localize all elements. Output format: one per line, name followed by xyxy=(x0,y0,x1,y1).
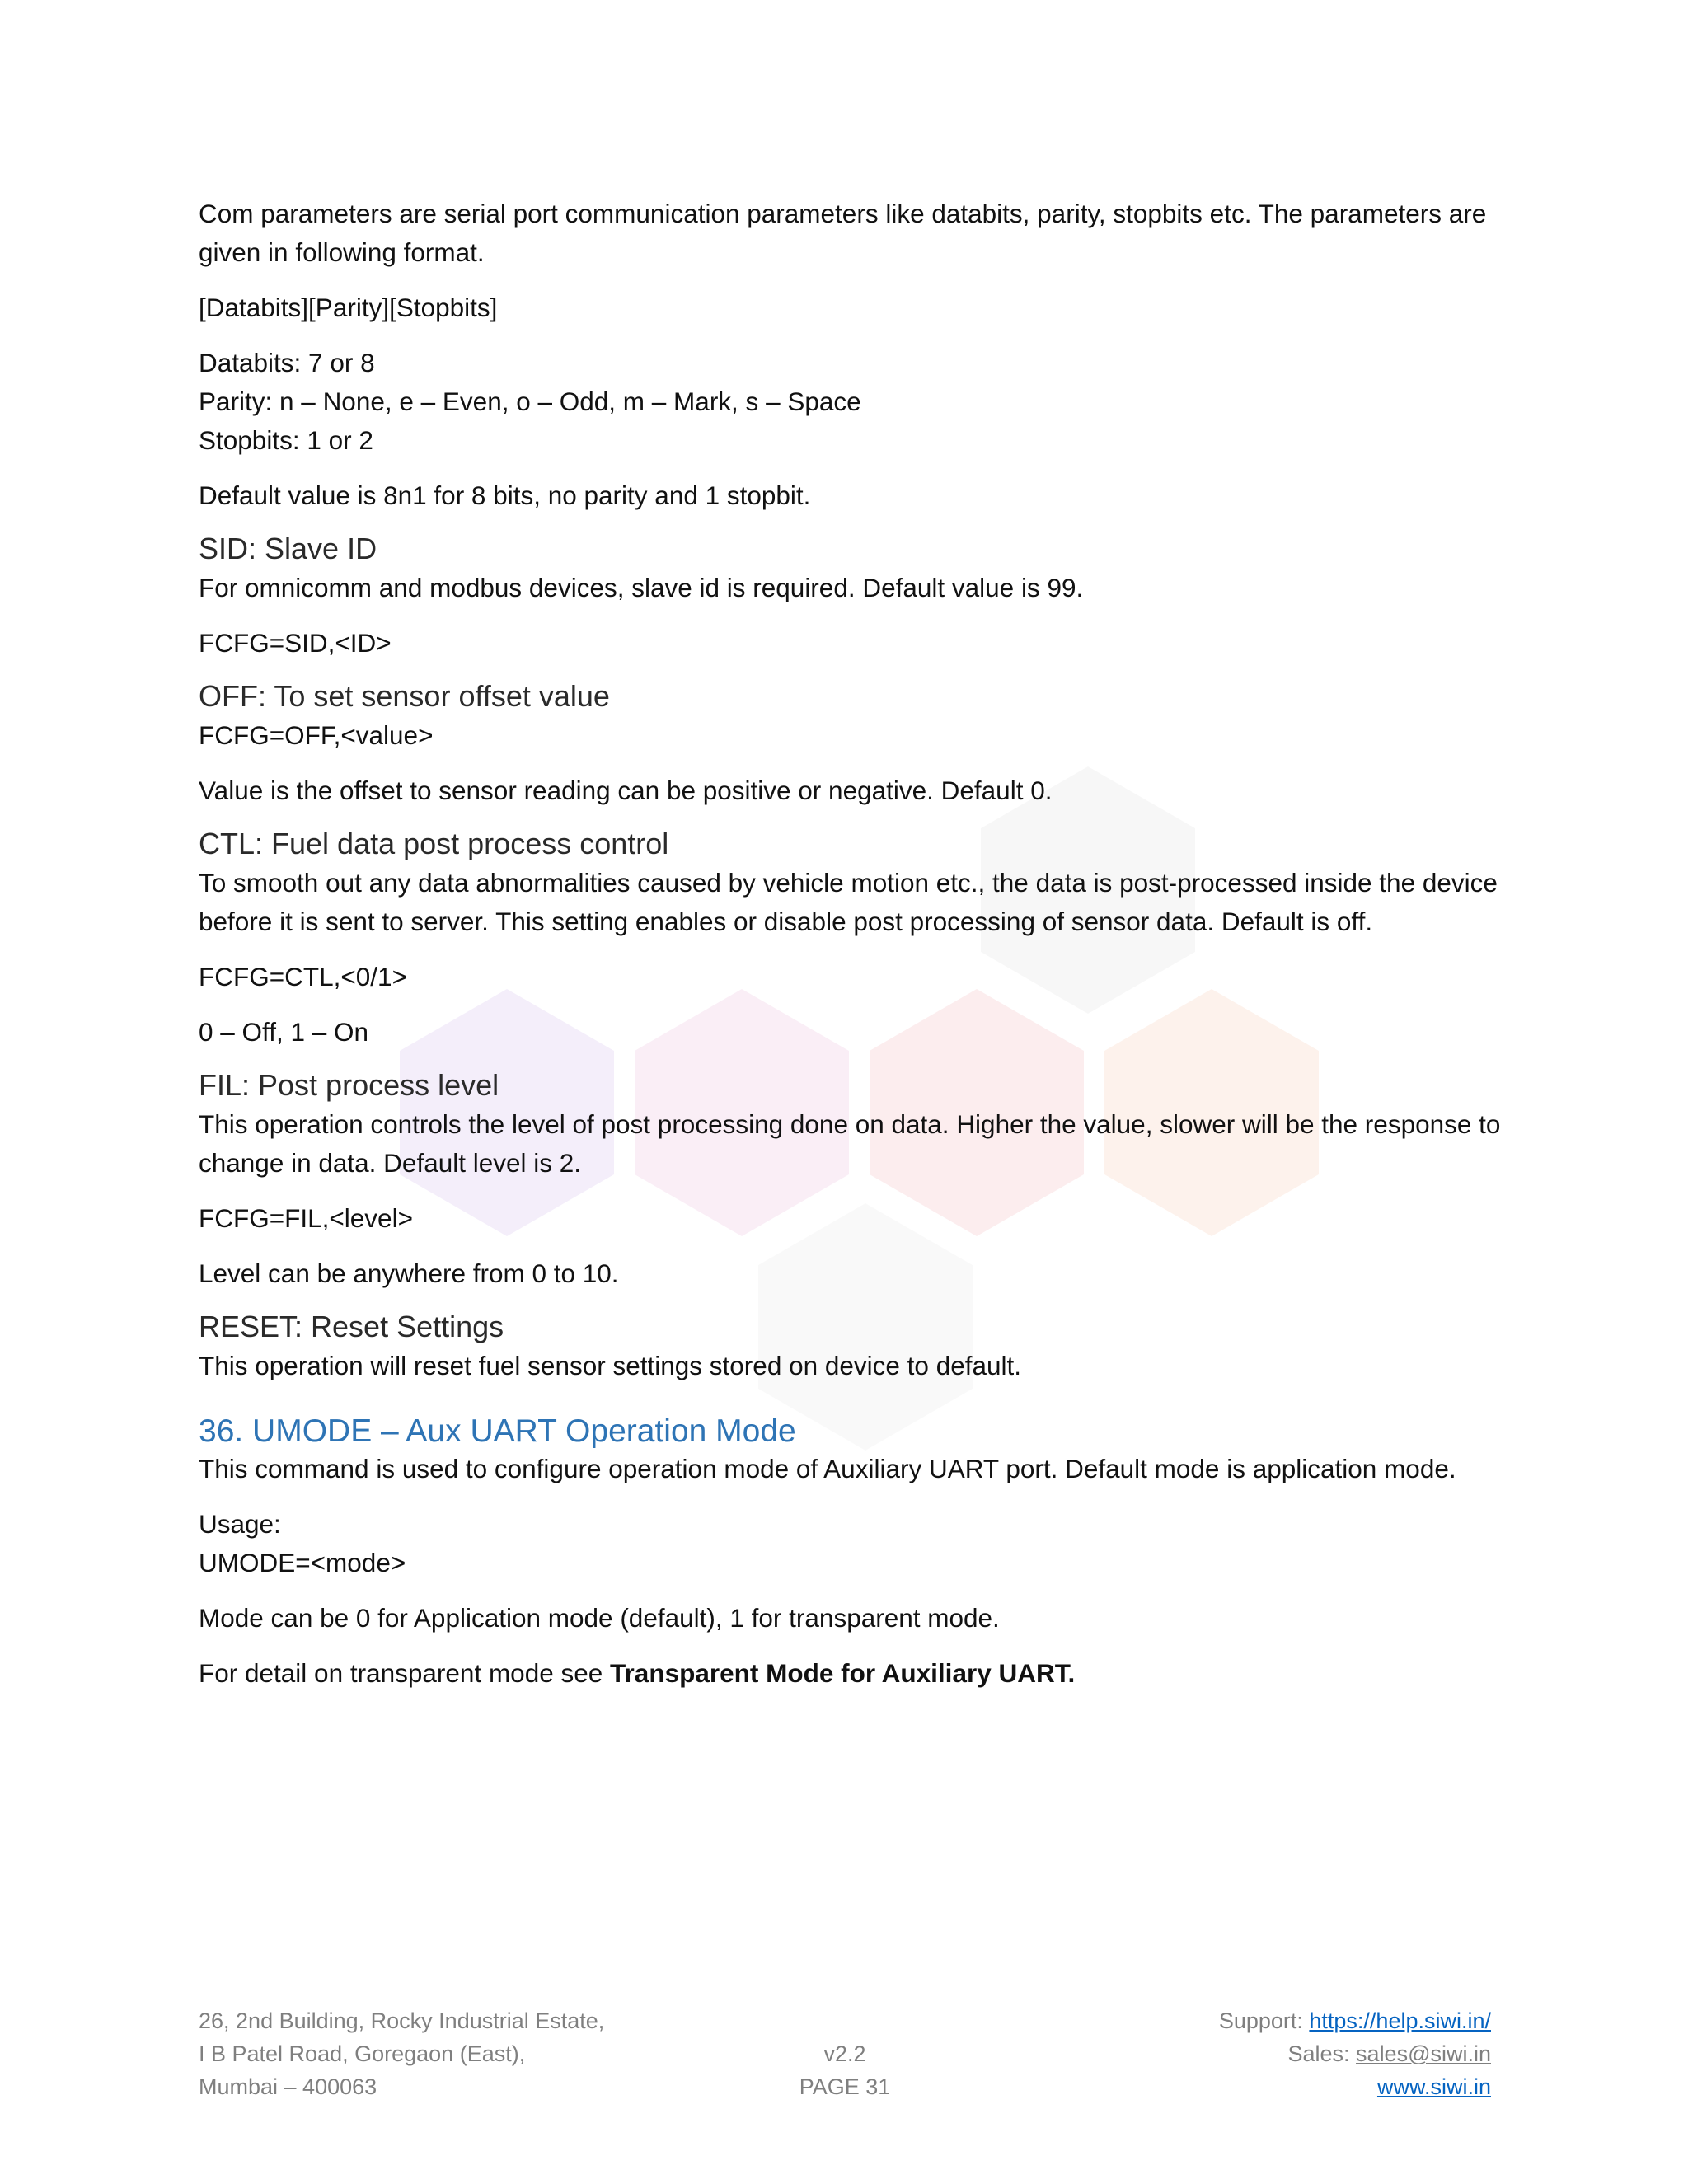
fil-heading: FIL: Post process level xyxy=(199,1068,499,1102)
usage-label: Usage: xyxy=(199,1509,281,1539)
sid-heading: SID: Slave ID xyxy=(199,532,377,565)
umode-description: This command is used to configure operation mode of Auxiliary UART port. Default mode is application mode. xyxy=(199,1454,1456,1483)
databits-line: Databits: 7 or 8 xyxy=(199,348,375,377)
off-description: Value is the offset to sensor reading can be positive or negative. Default 0. xyxy=(199,776,1053,805)
stopbits-line: Stopbits: 1 or 2 xyxy=(199,425,373,455)
mode-description: Mode can be 0 for Application mode (default), 1 for transparent mode. xyxy=(199,1603,1000,1633)
format-line: [Databits][Parity][Stopbits] xyxy=(199,293,498,322)
fil-command: FCFG=FIL,<level> xyxy=(199,1203,413,1233)
support-line xyxy=(1219,2004,1491,2037)
ctl-description: To smooth out any data abnormalities caused by vehicle motion etc., the data is post-processed inside the device before it is sent to server. This setting enables or disable post processing of sensor data. Default is off. xyxy=(199,868,1498,936)
sid-description: For omnicomm and modbus devices, slave id is required. Default value is 99. xyxy=(199,573,1084,602)
website-link[interactable]: www.siwi.in xyxy=(1376,2074,1491,2099)
transparent-mode-reference: Transparent Mode for Auxiliary UART. xyxy=(610,1658,1076,1688)
fil-range: Level can be anywhere from 0 to 10. xyxy=(199,1258,619,1288)
sid-command: FCFG=SID,<ID> xyxy=(199,628,392,658)
page-number: PAGE 31 xyxy=(799,2074,891,2099)
support-label: Support: xyxy=(1218,2008,1310,2033)
website-line xyxy=(1219,2070,1491,2103)
main-content xyxy=(199,194,1501,1693)
off-command: FCFG=OFF,<value> xyxy=(199,720,434,750)
page-footer xyxy=(199,2004,1491,2111)
version-label: v2.2 xyxy=(823,2041,866,2066)
ctl-values: 0 – Off, 1 – On xyxy=(199,1017,369,1047)
address-line-3: Mumbai – 400063 xyxy=(199,2074,377,2099)
support-link[interactable]: https://help.siwi.in/ xyxy=(1309,2008,1491,2033)
reset-description: This operation will reset fuel sensor settings stored on device to default. xyxy=(199,1351,1022,1380)
ctl-command: FCFG=CTL,<0/1> xyxy=(199,962,407,991)
sales-label: Sales: xyxy=(1287,2041,1357,2066)
umode-section-heading: 36. UMODE – Aux UART Operation Mode xyxy=(199,1413,796,1449)
sales-line xyxy=(1219,2037,1491,2070)
fil-description: This operation controls the level of post processing done on data. Higher the value, slower will be the response to change in data. Default level is 2. xyxy=(199,1109,1501,1178)
address-line-2: I B Patel Road, Goregaon (East), xyxy=(199,2041,526,2066)
detail-reference xyxy=(199,1654,1501,1693)
reset-heading: RESET: Reset Settings xyxy=(199,1310,504,1343)
sales-email-link[interactable]: sales@siwi.in xyxy=(1356,2041,1491,2066)
com-parameters-paragraph: Com parameters are serial port communication parameters like databits, parity, stopbits etc. The parameters are given in following format. xyxy=(199,199,1487,267)
footer-contacts xyxy=(1219,2004,1491,2103)
detail-prefix: For detail on transparent mode see xyxy=(199,1658,611,1688)
parity-line: Parity: n – None, e – Even, o – Odd, m – Mark, s – Space xyxy=(199,387,861,416)
umode-command: UMODE=<mode> xyxy=(199,1548,406,1577)
off-heading: OFF: To set sensor offset value xyxy=(199,679,610,713)
default-com-line: Default value is 8n1 for 8 bits, no parity and 1 stopbit. xyxy=(199,480,811,510)
ctl-heading: CTL: Fuel data post process control xyxy=(199,827,669,860)
address-line-1: 26, 2nd Building, Rocky Industrial Estate, xyxy=(199,2008,605,2033)
